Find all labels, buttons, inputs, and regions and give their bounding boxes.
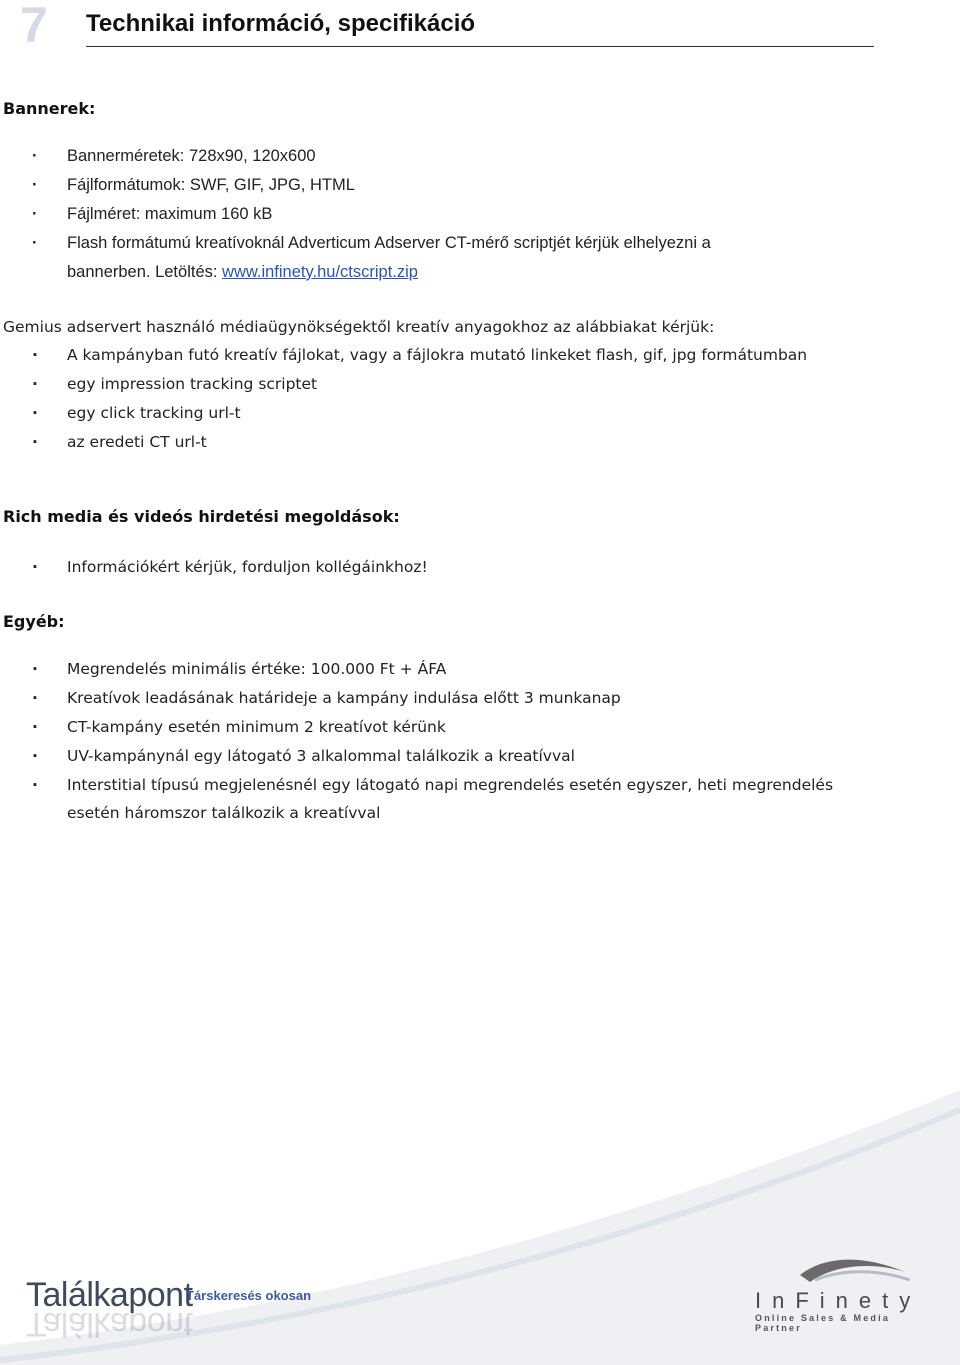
- list-item: · Interstitial típusú megjelenésnél egy látogató napi megrendelés esetén egyszer, heti megrendelés: [0, 771, 880, 800]
- talalkapont-reflection: Találkapont: [26, 1305, 193, 1343]
- download-label: bannerben. Letöltés:: [67, 263, 223, 281]
- list-item: · A kampányban futó kreatív fájlokat, vagy a fájlokra mutató linkeket flash, gif, jpg formátumban: [0, 341, 880, 370]
- list-item: · Megrendelés minimális értéke: 100.000 Ft + ÁFA: [0, 655, 880, 684]
- richmedia-heading: Rich media és videós hirdetési megoldások:: [3, 507, 400, 526]
- list-item: · egy impression tracking scriptet: [0, 370, 880, 399]
- egyeb-continuation: esetén háromszor találkozik a kreatívval: [67, 804, 381, 822]
- egyeb-list: [0, 655, 880, 800]
- bannerek-continuation: [67, 258, 418, 287]
- list-item: · Bannerméretek: 728x90, 120x600: [0, 142, 880, 171]
- list-item: · Flash formátumú kreatívoknál Adverticum Adserver CT-mérő scriptjét kérjük elhelyezni a: [0, 229, 880, 258]
- richmedia-list: [0, 553, 880, 582]
- list-item: · egy click tracking url-t: [0, 399, 880, 428]
- bannerek-heading: Bannerek:: [3, 99, 96, 118]
- list-item: · CT-kampány esetén minimum 2 kreatívot kérünk: [0, 713, 880, 742]
- infinety-swirl-icon: [795, 1250, 915, 1290]
- infinety-wordmark: InFinety: [755, 1288, 922, 1313]
- bannerek-list: [0, 142, 880, 258]
- talalkapont-wordmark: Találkapont: [26, 1276, 193, 1314]
- list-item: · Kreatívok leadásának határideje a kampány indulása előtt 3 munkanap: [0, 684, 880, 713]
- infinety-logo: [745, 1250, 935, 1333]
- title-divider: [86, 46, 874, 47]
- list-item: · az eredeti CT url-t: [0, 428, 880, 457]
- gemius-intro: Gemius adservert használó médiaügynökségektől kreatív anyagokhoz az alábbiakat kérjük:: [3, 318, 715, 336]
- list-item: · Információkért kérjük, forduljon kollégáinkhoz!: [0, 553, 880, 582]
- infinety-tagline: Online Sales & Media Partner: [755, 1313, 891, 1333]
- list-item: · Fájlméret: maximum 160 kB: [0, 200, 880, 229]
- gemius-list: [0, 341, 880, 457]
- talalkapont-logo: [26, 1270, 316, 1350]
- list-item: · Fájlformátumok: SWF, GIF, JPG, HTML: [0, 171, 880, 200]
- page-number: 7: [20, 0, 48, 53]
- list-item: · UV-kampánynál egy látogató 3 alkalommal találkozik a kreatívval: [0, 742, 880, 771]
- talalkapont-tagline: Társkeresés okosan: [186, 1288, 312, 1303]
- egyeb-heading: Egyéb:: [3, 612, 65, 631]
- ctscript-download-link[interactable]: www.infinety.hu/ctscript.zip: [222, 263, 418, 281]
- page-title: Technikai információ, specifikáció: [86, 10, 476, 37]
